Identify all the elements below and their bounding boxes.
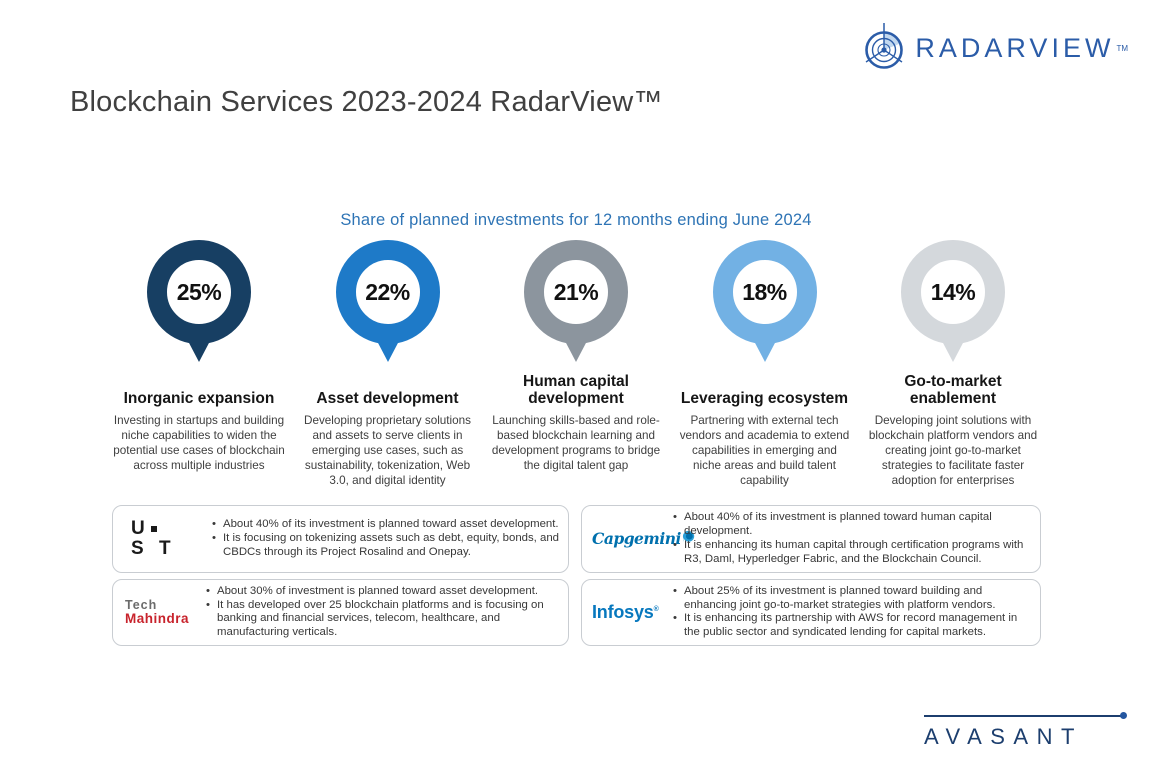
pin-description: Investing in startups and building niche capabilities to widen the potential use cases of blockchain across multiple industries <box>113 414 285 472</box>
pin-tail-icon <box>565 341 587 362</box>
ust-square-icon <box>151 526 157 532</box>
pin-column-human-capital <box>485 240 667 489</box>
avasant-rule <box>924 715 1126 717</box>
pin-column-asset-development <box>297 240 479 489</box>
avasant-wordmark: AVASANT <box>924 724 1083 749</box>
pin-percentage: 25% <box>176 278 222 305</box>
vendor-card-capgemini <box>581 505 1041 573</box>
pin-percentage: 21% <box>553 278 599 305</box>
avasant-dot-icon <box>1120 712 1127 719</box>
vendor-bullet: • It is enhancing its human capital through certification programs with R3, Daml, Hyperledger Fabric, and the Blockchain Council. <box>670 539 1032 567</box>
pin-tail-icon <box>942 341 964 362</box>
pin-label: Inorganic expansion <box>123 389 275 407</box>
pin-description: Launching skills-based and role-based blockchain learning and development programs to bridge the digital talent gap <box>491 414 661 472</box>
pin-column-go-to-market <box>862 240 1044 489</box>
infosys-wordmark: Infosys <box>592 601 654 622</box>
vendor-bullet-list <box>670 511 1032 567</box>
pin-description: Developing proprietary solutions and assets to serve clients in emerging use cases, such as sustainability, tokenization, Web 3.0, and digital identity <box>304 414 471 487</box>
pin-column-leveraging-ecosystem <box>674 240 856 489</box>
pin-percentage: 18% <box>742 278 787 305</box>
pin-ring <box>901 240 1005 344</box>
pin-percentage: 14% <box>930 278 976 305</box>
radarview-tm-mark: TM <box>1116 44 1128 53</box>
vendor-bullet-list <box>670 585 1032 641</box>
infosys-logo <box>592 602 670 623</box>
ust-logo-line2: S T <box>131 537 176 559</box>
page-title: Blockchain Services 2023-2024 RadarView™ <box>70 86 663 118</box>
vendor-bullet: • About 30% of investment is planned toward asset development. <box>203 585 560 599</box>
pin-label: Asset development <box>316 389 459 407</box>
pin-description: Developing joint solutions with blockchain platform vendors and creating joint go-to-market strategies to facilitate faster adoption for enterprises <box>868 414 1038 487</box>
pin-tail-icon <box>377 341 399 362</box>
investment-pins-row <box>108 240 1044 489</box>
pin-label: Go-to-market enablement <box>904 373 1002 407</box>
vendor-bullet: • About 40% of its investment is planned toward human capital development. <box>670 511 1032 539</box>
capgemini-logo <box>592 529 681 549</box>
techmahindra-logo-line2: Mahindra <box>125 610 190 626</box>
vendor-card-ust <box>112 505 569 573</box>
capgemini-wordmark: Capgemini <box>592 529 681 549</box>
ust-logo-line1: U <box>131 517 150 539</box>
pin-description: Partnering with external tech vendors and academia to extend capabilities in emerging and niche areas and build talent capability <box>679 414 850 487</box>
vendor-highlight-boxes <box>112 505 1041 646</box>
registered-mark: ® <box>653 605 659 613</box>
pin-column-inorganic-expansion <box>108 240 290 489</box>
vendor-card-tech-mahindra <box>112 579 569 647</box>
techmahindra-logo-line1: Tech <box>125 598 158 613</box>
vendor-card-infosys <box>581 579 1041 647</box>
vendor-bullet: • It is enhancing its partnership with AWS for record management in the public sector and syndicated lending for capital markets. <box>670 612 1032 640</box>
pin-label: Human capital development <box>523 373 629 407</box>
pin-ring <box>336 240 440 344</box>
radar-icon <box>861 22 907 75</box>
pin-ring <box>524 240 628 344</box>
techmahindra-logo <box>125 599 203 625</box>
vendor-bullet: • About 25% of its investment is planned toward building and enhancing joint go-to-market strategies with platform vendors. <box>670 585 1032 613</box>
pin-tail-icon <box>754 341 776 362</box>
radarview-wordmark: RADARVIEW <box>915 33 1115 63</box>
vendor-bullet-list <box>209 518 560 560</box>
avasant-logo <box>924 715 1126 750</box>
radarview-logo <box>861 22 1128 75</box>
ust-logo <box>131 519 209 559</box>
investments-subtitle: Share of planned investments for 12 months ending June 2024 <box>340 211 812 229</box>
pin-ring <box>713 240 817 344</box>
pin-label: Leveraging ecosystem <box>680 389 849 407</box>
pin-tail-icon <box>188 341 210 362</box>
pin-ring <box>147 240 251 344</box>
pin-percentage: 22% <box>365 278 410 305</box>
vendor-bullet: • It has developed over 25 blockchain platforms and is focusing on banking and financial services, telecom, healthcare, and manufacturing verticals. <box>203 599 560 641</box>
vendor-bullet: • It is focusing on tokenizing assets such as debt, equity, bonds, and CBDCs through its Project Rosalind and Onepay. <box>209 532 560 560</box>
vendor-bullet: • About 40% of its investment is planned toward asset development. <box>209 518 560 532</box>
vendor-bullet-list <box>203 585 560 641</box>
